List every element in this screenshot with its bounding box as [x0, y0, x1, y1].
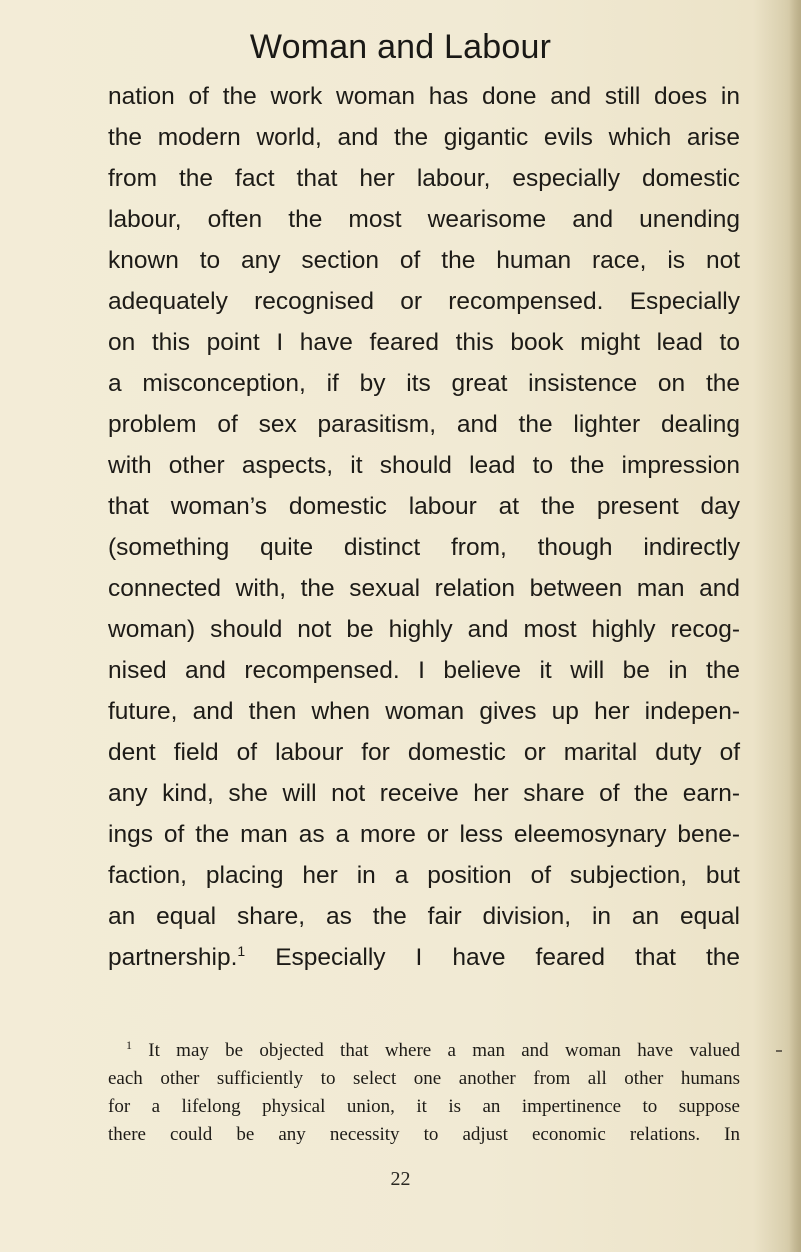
text-line: ings of the man as a more or less eleemosynary bene- — [108, 821, 740, 848]
footnote-line: each other sufficiently to select one another from all other humans — [108, 1068, 740, 1089]
text-line: a misconception, if by its great insistence on the — [108, 370, 740, 397]
text-line: dent field of labour for domestic or marital duty of — [108, 739, 740, 766]
page-edge-shadow — [789, 0, 801, 1252]
text-line: the modern world, and the gigantic evils which arise — [108, 124, 740, 151]
footnote — [108, 1037, 740, 1149]
text-segment: Especially I have feared that the — [245, 944, 740, 971]
text-line: from the fact that her labour, especially domestic — [108, 165, 740, 192]
text-line: nation of the work woman has done and still does in — [108, 83, 740, 110]
text-line-with-footnote-ref — [108, 937, 740, 978]
text-line: problem of sex parasitism, and the lighter dealing — [108, 411, 740, 438]
text-line: woman) should not be highly and most highly recog- — [108, 616, 740, 643]
text-line: nised and recompensed. I believe it will be in the — [108, 657, 740, 684]
text-line: with other aspects, it should lead to the impression — [108, 452, 740, 479]
footnote-line: for a lifelong physical union, it is an impertinence to suppose — [108, 1096, 740, 1117]
page-number: 22 — [390, 1168, 411, 1190]
footnote-reference: 1 — [237, 943, 246, 959]
text-segment: partnership. — [108, 944, 238, 971]
running-head: Woman and Labour — [249, 28, 552, 66]
footnote-line: there could be any necessity to adjust economic relations. In — [108, 1124, 740, 1145]
text-line: on this point I have feared this book might lead to — [108, 329, 740, 356]
body-text — [108, 76, 740, 978]
margin-dash — [776, 1050, 782, 1052]
text-line: connected with, the sexual relation between man and — [108, 575, 740, 602]
text-line: any kind, she will not receive her share of the earn- — [108, 780, 740, 807]
footnote-marker: 1 — [126, 1038, 132, 1052]
text-line: known to any section of the human race, is not — [108, 247, 740, 274]
text-line: (something quite distinct from, though indirectly — [108, 534, 740, 561]
text-line: adequately recognised or recompensed. Especially — [108, 288, 740, 315]
text-line: labour, often the most wearisome and unending — [108, 206, 740, 233]
text-line: that woman’s domestic labour at the present day — [108, 493, 740, 520]
text-line: an equal share, as the fair division, in an equal — [108, 903, 740, 930]
footnote-line — [108, 1037, 740, 1065]
text-line: faction, placing her in a position of subjection, but — [108, 862, 740, 889]
footnote-text: It may be objected that where a man and woman have valued — [132, 1040, 740, 1061]
text-line: future, and then when woman gives up her indepen- — [108, 698, 740, 725]
